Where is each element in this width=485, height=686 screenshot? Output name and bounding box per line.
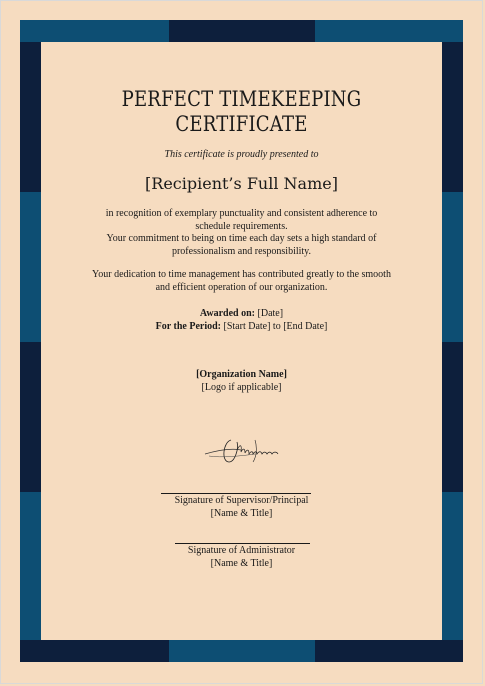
recognition-line: schedule requirements. [195, 220, 288, 232]
organization-name: [Organization Name] [196, 369, 287, 380]
title-line-2: CERTIFICATE [175, 112, 308, 136]
organization-block [41, 368, 442, 394]
border-block [169, 20, 315, 42]
recognition-line: professionalism and responsibility. [171, 245, 312, 257]
border-block [442, 342, 463, 492]
border-block [442, 42, 463, 192]
border-block [20, 342, 41, 492]
award-details [41, 307, 442, 333]
administrator-name-title: [Name & Title] [210, 558, 273, 569]
period-row [41, 320, 442, 333]
certificate-body [41, 42, 442, 640]
presented-to-text: This certificate is proudly presented to [164, 149, 319, 160]
supervisor-signature-block [41, 494, 442, 520]
dedication-line: and efficient operation of our organization. [155, 281, 328, 293]
logo-placeholder: [Logo if applicable] [201, 382, 282, 393]
awarded-on-label: Awarded on: [199, 308, 256, 319]
certificate-title [69, 87, 414, 137]
border-block [442, 492, 463, 640]
awarded-on-row [41, 307, 442, 320]
border-block [20, 42, 41, 192]
border-block [20, 492, 41, 640]
recognition-line: in recognition of exemplary punctuality and consistent adherence to [105, 208, 378, 219]
administrator-signature-block [41, 544, 442, 570]
dedication-line: Your dedication to time management has contributed greatly to the smooth [92, 269, 391, 280]
border-block [315, 20, 463, 42]
dedication-paragraph [41, 269, 442, 294]
period-label: For the Period: [155, 321, 221, 332]
period-value: [Start Date] to [End Date] [223, 321, 328, 332]
administrator-signature-title: Signature of Administrator [187, 545, 296, 556]
border-block [20, 640, 169, 662]
border-block [315, 640, 463, 662]
recognition-line: Your commitment to being on time each day sets a high standard of [106, 233, 377, 244]
border-block [442, 192, 463, 342]
recipient-name: [Recipient’s Full Name] [145, 174, 338, 193]
awarded-on-value: [Date] [257, 308, 284, 319]
border-block [169, 640, 315, 662]
recognition-paragraph [41, 208, 442, 258]
supervisor-name-title: [Name & Title] [210, 508, 273, 519]
signature-image [201, 432, 287, 470]
border-block [20, 192, 41, 342]
title-line-1: PERFECT TIMEKEEPING [121, 87, 362, 111]
border-block [20, 20, 169, 42]
supervisor-signature-title: Signature of Supervisor/Principal [174, 495, 309, 506]
